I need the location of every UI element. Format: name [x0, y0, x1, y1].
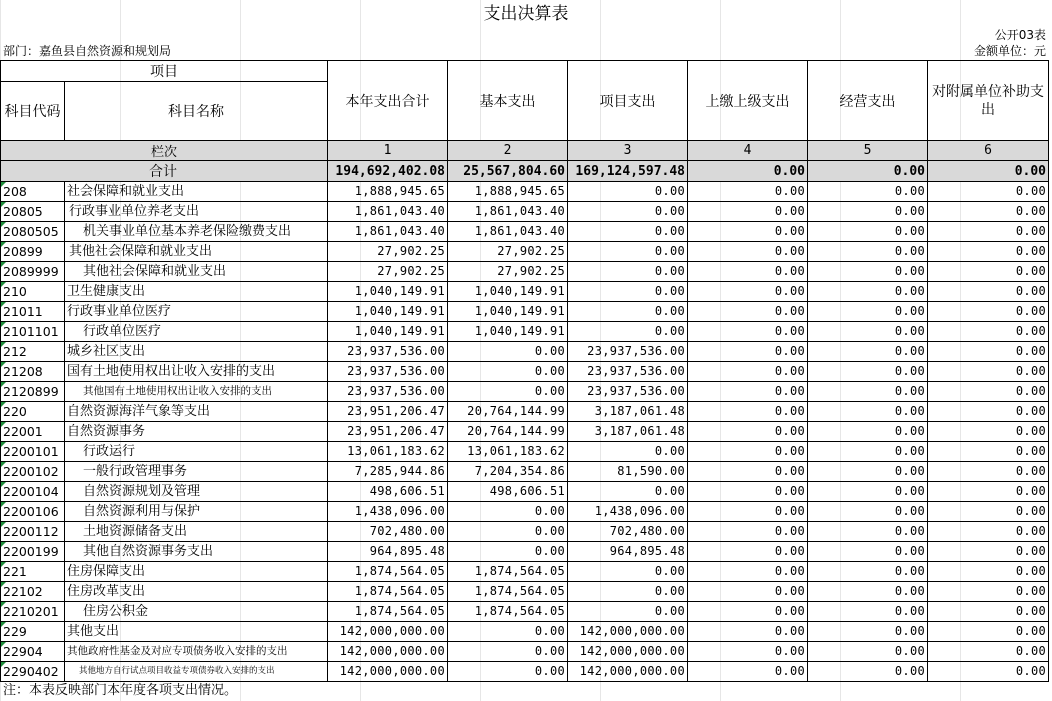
amount-cell[interactable]: 0.00 — [928, 202, 1049, 222]
amount-cell[interactable]: 0.00 — [928, 182, 1049, 202]
subject-name-cell[interactable]: 行政单位医疗 — [65, 322, 328, 342]
amount-cell[interactable]: 23,937,536.00 — [568, 382, 688, 402]
amount-cell[interactable]: 0.00 — [928, 282, 1049, 302]
amount-cell[interactable]: 142,000,000.00 — [568, 662, 688, 682]
subject-name-cell[interactable]: 土地资源储备支出 — [65, 522, 328, 542]
subject-name-cell[interactable]: 自然资源规划及管理 — [65, 482, 328, 502]
amount-cell[interactable]: 0.00 — [928, 642, 1049, 662]
amount-cell[interactable]: 0.00 — [808, 222, 928, 242]
amount-cell[interactable]: 0.00 — [808, 342, 928, 362]
header-business-expenditure: 经营支出 — [808, 61, 928, 141]
header-project-expenditure: 项目支出 — [568, 61, 688, 141]
amount-cell[interactable]: 0.00 — [568, 442, 688, 462]
header-basic-expenditure: 基本支出 — [448, 61, 568, 141]
subject-code-cell[interactable]: 208 — [1, 182, 65, 202]
amount-cell[interactable]: 0.00 — [808, 302, 928, 322]
subject-name-cell[interactable]: 行政事业单位医疗 — [65, 302, 328, 322]
subject-code-cell[interactable]: 22102 — [1, 582, 65, 602]
amount-cell[interactable]: 0.00 — [808, 382, 928, 402]
amount-cell[interactable]: 0.00 — [688, 662, 808, 682]
amount-cell[interactable]: 1,874,564.05 — [448, 582, 568, 602]
subject-name-cell[interactable]: 其他社会保障和就业支出 — [65, 242, 328, 262]
amount-cell[interactable]: 964,895.48 — [568, 542, 688, 562]
amount-cell[interactable]: 0.00 — [688, 422, 808, 442]
amount-cell[interactable]: 23,951,206.47 — [328, 422, 448, 442]
subject-name-cell[interactable]: 自然资源海洋气象等支出 — [65, 402, 328, 422]
amount-cell[interactable]: 0.00 — [688, 562, 808, 582]
subject-name-cell[interactable]: 卫生健康支出 — [65, 282, 328, 302]
total-value: 194,692,402.08 — [328, 161, 448, 182]
amount-cell[interactable]: 0.00 — [688, 242, 808, 262]
amount-cell[interactable]: 0.00 — [568, 562, 688, 582]
amount-cell[interactable]: 0.00 — [688, 382, 808, 402]
total-value: 0.00 — [928, 161, 1049, 182]
amount-cell[interactable]: 0.00 — [808, 502, 928, 522]
table-row — [1, 602, 1049, 622]
amount-cell[interactable]: 23,951,206.47 — [328, 402, 448, 422]
amount-cell[interactable]: 0.00 — [568, 322, 688, 342]
amount-cell[interactable]: 0.00 — [808, 522, 928, 542]
table-row — [1, 482, 1049, 502]
subject-name-cell[interactable]: 自然资源利用与保护 — [65, 502, 328, 522]
amount-cell[interactable]: 0.00 — [928, 502, 1049, 522]
amount-cell[interactable]: 0.00 — [808, 402, 928, 422]
amount-cell[interactable]: 1,874,564.05 — [448, 602, 568, 622]
amount-cell[interactable]: 0.00 — [688, 282, 808, 302]
amount-cell[interactable]: 0.00 — [688, 222, 808, 242]
amount-cell[interactable]: 27,902.25 — [448, 262, 568, 282]
amount-cell[interactable]: 0.00 — [448, 522, 568, 542]
amount-cell[interactable]: 0.00 — [928, 662, 1049, 682]
amount-cell[interactable]: 0.00 — [928, 482, 1049, 502]
subject-code-cell[interactable]: 2200102 — [1, 462, 65, 482]
subject-code-cell[interactable]: 210 — [1, 282, 65, 302]
total-value: 25,567,804.60 — [448, 161, 568, 182]
amount-cell[interactable]: 0.00 — [808, 662, 928, 682]
header-total-expenditure: 本年支出合计 — [328, 61, 448, 141]
subject-code-cell[interactable]: 2200101 — [1, 442, 65, 462]
subject-name-cell[interactable]: 其他政府性基金及对应专项债务收入安排的支出 — [65, 642, 328, 662]
subject-code-cell[interactable]: 2089999 — [1, 262, 65, 282]
table-row — [1, 502, 1049, 522]
amount-cell[interactable]: 1,040,149.91 — [328, 322, 448, 342]
form-id-label: 公开03表 — [994, 28, 1046, 42]
amount-cell[interactable]: 0.00 — [688, 262, 808, 282]
amount-cell[interactable]: 0.00 — [928, 442, 1049, 462]
amount-cell[interactable]: 0.00 — [808, 182, 928, 202]
amount-cell[interactable]: 1,888,945.65 — [328, 182, 448, 202]
table-row — [1, 382, 1049, 402]
amount-cell[interactable]: 0.00 — [808, 242, 928, 262]
amount-cell[interactable]: 7,285,944.86 — [328, 462, 448, 482]
amount-cell[interactable]: 0.00 — [928, 302, 1049, 322]
amount-cell[interactable]: 0.00 — [808, 642, 928, 662]
amount-cell[interactable]: 0.00 — [688, 202, 808, 222]
column-number: 4 — [688, 141, 808, 161]
subject-name-cell[interactable]: 行政事业单位养老支出 — [65, 202, 328, 222]
header-remit-superior: 上缴上级支出 — [688, 61, 808, 141]
amount-cell[interactable]: 0.00 — [448, 662, 568, 682]
amount-cell[interactable]: 1,040,149.91 — [328, 282, 448, 302]
amount-cell[interactable]: 1,040,149.91 — [328, 302, 448, 322]
amount-cell[interactable]: 0.00 — [448, 382, 568, 402]
table-row — [1, 202, 1049, 222]
subject-name-cell[interactable]: 住房保障支出 — [65, 562, 328, 582]
amount-cell[interactable]: 0.00 — [808, 602, 928, 622]
table-row — [1, 262, 1049, 282]
column-number-row — [1, 141, 1049, 161]
subject-code-cell[interactable]: 2120899 — [1, 382, 65, 402]
subject-code-cell[interactable]: 20899 — [1, 242, 65, 262]
amount-cell[interactable]: 27,902.25 — [328, 262, 448, 282]
amount-cell[interactable]: 0.00 — [688, 462, 808, 482]
table-row — [1, 402, 1049, 422]
subject-name-cell[interactable]: 其他支出 — [65, 622, 328, 642]
amount-cell[interactable]: 0.00 — [448, 502, 568, 522]
amount-cell[interactable]: 0.00 — [568, 282, 688, 302]
amount-cell[interactable]: 20,764,144.99 — [448, 402, 568, 422]
amount-cell[interactable]: 0.00 — [688, 182, 808, 202]
amount-cell[interactable]: 1,861,043.40 — [448, 222, 568, 242]
subject-name-cell[interactable]: 自然资源事务 — [65, 422, 328, 442]
table-row — [1, 642, 1049, 662]
amount-cell[interactable]: 13,061,183.62 — [328, 442, 448, 462]
amount-cell[interactable]: 0.00 — [568, 302, 688, 322]
amount-cell[interactable]: 3,187,061.48 — [568, 402, 688, 422]
amount-cell[interactable]: 27,902.25 — [328, 242, 448, 262]
amount-cell[interactable]: 142,000,000.00 — [328, 662, 448, 682]
total-value: 169,124,597.48 — [568, 161, 688, 182]
table-row — [1, 582, 1049, 602]
total-label: 合计 — [1, 161, 328, 182]
subject-code-cell[interactable]: 21208 — [1, 362, 65, 382]
amount-cell[interactable]: 0.00 — [928, 522, 1049, 542]
amount-cell[interactable]: 1,874,564.05 — [328, 602, 448, 622]
subject-code-cell[interactable]: 220 — [1, 402, 65, 422]
amount-cell[interactable]: 0.00 — [688, 482, 808, 502]
amount-cell[interactable]: 0.00 — [688, 502, 808, 522]
amount-cell[interactable]: 0.00 — [688, 302, 808, 322]
amount-cell[interactable]: 1,888,945.65 — [448, 182, 568, 202]
subject-name-cell[interactable]: 住房公积金 — [65, 602, 328, 622]
footnote: 注：本表反映部门本年度各项支出情况。 — [3, 683, 238, 698]
amount-cell[interactable]: 0.00 — [568, 482, 688, 502]
subject-code-cell[interactable]: 22904 — [1, 642, 65, 662]
subject-name-cell[interactable]: 住房改革支出 — [65, 582, 328, 602]
amount-cell[interactable]: 0.00 — [808, 362, 928, 382]
subject-code-cell[interactable]: 22001 — [1, 422, 65, 442]
amount-cell[interactable]: 702,480.00 — [568, 522, 688, 542]
amount-cell[interactable]: 0.00 — [928, 322, 1049, 342]
amount-cell[interactable]: 0.00 — [568, 182, 688, 202]
subject-code-cell[interactable]: 2210201 — [1, 602, 65, 622]
amount-cell[interactable]: 13,061,183.62 — [448, 442, 568, 462]
table-row — [1, 222, 1049, 242]
total-value: 0.00 — [688, 161, 808, 182]
amount-cell[interactable]: 0.00 — [808, 582, 928, 602]
amount-cell[interactable]: 0.00 — [808, 562, 928, 582]
column-number: 2 — [448, 141, 568, 161]
subject-code-cell[interactable]: 21011 — [1, 302, 65, 322]
subject-code-cell[interactable]: 2200112 — [1, 522, 65, 542]
amount-cell[interactable]: 0.00 — [568, 242, 688, 262]
page-title: 支出决算表 — [483, 4, 569, 24]
subject-code-cell[interactable]: 2200104 — [1, 482, 65, 502]
table-row — [1, 302, 1049, 322]
amount-cell[interactable]: 7,204,354.86 — [448, 462, 568, 482]
table-row — [1, 542, 1049, 562]
amount-cell[interactable]: 0.00 — [568, 262, 688, 282]
table-row — [1, 562, 1049, 582]
amount-cell[interactable]: 0.00 — [688, 602, 808, 622]
amount-cell[interactable]: 1,040,149.91 — [448, 302, 568, 322]
amount-cell[interactable]: 0.00 — [688, 582, 808, 602]
amount-cell[interactable]: 0.00 — [568, 202, 688, 222]
amount-cell[interactable]: 142,000,000.00 — [568, 622, 688, 642]
amount-cell[interactable]: 1,874,564.05 — [448, 562, 568, 582]
subject-name-cell[interactable]: 社会保障和就业支出 — [65, 182, 328, 202]
amount-cell[interactable]: 0.00 — [688, 322, 808, 342]
amount-cell[interactable]: 1,040,149.91 — [448, 282, 568, 302]
amount-cell[interactable]: 0.00 — [808, 622, 928, 642]
amount-cell[interactable]: 0.00 — [808, 422, 928, 442]
subject-code-cell[interactable]: 2200106 — [1, 502, 65, 522]
amount-cell[interactable]: 0.00 — [928, 402, 1049, 422]
amount-cell[interactable]: 0.00 — [928, 542, 1049, 562]
amount-cell[interactable]: 1,438,096.00 — [328, 502, 448, 522]
amount-cell[interactable]: 142,000,000.00 — [328, 622, 448, 642]
column-number: 6 — [928, 141, 1049, 161]
subject-name-cell[interactable]: 其他社会保障和就业支出 — [65, 262, 328, 282]
amount-cell[interactable]: 0.00 — [928, 382, 1049, 402]
row-number-label: 栏次 — [1, 141, 328, 161]
amount-cell[interactable]: 0.00 — [928, 342, 1049, 362]
table-row — [1, 442, 1049, 462]
amount-cell[interactable]: 0.00 — [688, 522, 808, 542]
table-row — [1, 282, 1049, 302]
amount-cell[interactable]: 3,187,061.48 — [568, 422, 688, 442]
amount-cell[interactable]: 0.00 — [688, 622, 808, 642]
amount-cell[interactable]: 1,040,149.91 — [448, 322, 568, 342]
column-number: 5 — [808, 141, 928, 161]
amount-cell[interactable]: 0.00 — [808, 542, 928, 562]
amount-cell[interactable]: 23,937,536.00 — [328, 382, 448, 402]
amount-cell[interactable]: 142,000,000.00 — [328, 642, 448, 662]
table-row — [1, 362, 1049, 382]
table-row — [1, 622, 1049, 642]
amount-cell[interactable]: 142,000,000.00 — [568, 642, 688, 662]
subject-code-cell[interactable]: 212 — [1, 342, 65, 362]
subject-code-cell[interactable]: 229 — [1, 622, 65, 642]
column-number: 1 — [328, 141, 448, 161]
amount-cell[interactable]: 498,606.51 — [328, 482, 448, 502]
total-value: 0.00 — [808, 161, 928, 182]
amount-cell[interactable]: 0.00 — [568, 222, 688, 242]
column-number: 3 — [568, 141, 688, 161]
subject-name-cell[interactable]: 其他国有土地使用权出让收入安排的支出 — [65, 382, 328, 402]
amount-cell[interactable]: 0.00 — [928, 222, 1049, 242]
amount-cell[interactable]: 1,438,096.00 — [568, 502, 688, 522]
amount-cell[interactable]: 23,937,536.00 — [328, 362, 448, 382]
amount-cell[interactable]: 0.00 — [808, 262, 928, 282]
amount-cell[interactable]: 1,874,564.05 — [328, 562, 448, 582]
amount-cell[interactable]: 1,861,043.40 — [328, 202, 448, 222]
table-row — [1, 242, 1049, 262]
table-row — [1, 322, 1049, 342]
amount-cell[interactable]: 0.00 — [808, 202, 928, 222]
amount-cell[interactable]: 20,764,144.99 — [448, 422, 568, 442]
amount-cell[interactable]: 0.00 — [688, 362, 808, 382]
table-row — [1, 422, 1049, 442]
subject-name-cell[interactable]: 国有土地使用权出让收入安排的支出 — [65, 362, 328, 382]
amount-cell[interactable]: 0.00 — [928, 242, 1049, 262]
amount-cell[interactable]: 0.00 — [808, 462, 928, 482]
amount-cell[interactable]: 498,606.51 — [448, 482, 568, 502]
subject-code-cell[interactable]: 2080505 — [1, 222, 65, 242]
amount-cell[interactable]: 0.00 — [688, 402, 808, 422]
subject-code-cell[interactable]: 2101101 — [1, 322, 65, 342]
amount-cell[interactable]: 0.00 — [448, 362, 568, 382]
subject-name-cell[interactable]: 其他自然资源事务支出 — [65, 542, 328, 562]
table-row — [1, 662, 1049, 682]
amount-cell[interactable]: 0.00 — [688, 642, 808, 662]
amount-cell[interactable]: 0.00 — [688, 342, 808, 362]
table-row — [1, 342, 1049, 362]
amount-cell[interactable]: 0.00 — [928, 562, 1049, 582]
subject-name-cell[interactable]: 行政运行 — [65, 442, 328, 462]
amount-cell[interactable]: 0.00 — [448, 342, 568, 362]
subject-name-cell[interactable]: 机关事业单位基本养老保险缴费支出 — [65, 222, 328, 242]
amount-cell[interactable]: 0.00 — [568, 602, 688, 622]
amount-cell[interactable]: 0.00 — [808, 282, 928, 302]
subject-name-cell[interactable]: 一般行政管理事务 — [65, 462, 328, 482]
table-row — [1, 522, 1049, 542]
header-subsidy-affiliates: 对附属单位补助支出 — [928, 61, 1049, 141]
amount-cell[interactable]: 0.00 — [928, 362, 1049, 382]
amount-cell[interactable]: 0.00 — [928, 622, 1049, 642]
amount-cell[interactable]: 0.00 — [928, 462, 1049, 482]
subject-name-cell[interactable]: 其他地方自行试点项目收益专项债券收入安排的支出 — [65, 662, 328, 682]
amount-cell[interactable]: 0.00 — [808, 442, 928, 462]
amount-cell[interactable]: 0.00 — [688, 442, 808, 462]
amount-cell[interactable]: 0.00 — [448, 542, 568, 562]
table-row — [1, 462, 1049, 482]
amount-cell[interactable]: 1,861,043.40 — [448, 202, 568, 222]
department-label: 部门：嘉鱼县自然资源和规划局 — [3, 44, 172, 58]
amount-cell[interactable]: 0.00 — [928, 602, 1049, 622]
amount-cell[interactable]: 1,861,043.40 — [328, 222, 448, 242]
header-subject-code: 科目代码 — [1, 82, 65, 141]
amount-cell[interactable]: 23,937,536.00 — [568, 342, 688, 362]
subject-name-cell[interactable]: 城乡社区支出 — [65, 342, 328, 362]
amount-cell[interactable]: 964,895.48 — [328, 542, 448, 562]
table-row — [1, 182, 1049, 202]
amount-cell[interactable]: 0.00 — [808, 482, 928, 502]
amount-cell[interactable]: 27,902.25 — [448, 242, 568, 262]
subject-code-cell[interactable]: 2290402 — [1, 662, 65, 682]
amount-cell[interactable]: 0.00 — [568, 582, 688, 602]
amount-cell[interactable]: 1,874,564.05 — [328, 582, 448, 602]
amount-cell[interactable]: 702,480.00 — [328, 522, 448, 542]
amount-cell[interactable]: 0.00 — [928, 422, 1049, 442]
amount-cell[interactable]: 0.00 — [928, 582, 1049, 602]
currency-unit-label: 金额单位：元 — [973, 44, 1046, 58]
amount-cell[interactable]: 81,590.00 — [568, 462, 688, 482]
header-subject-name: 科目名称 — [65, 82, 328, 141]
amount-cell[interactable]: 23,937,536.00 — [328, 342, 448, 362]
amount-cell[interactable]: 0.00 — [928, 262, 1049, 282]
amount-cell[interactable]: 23,937,536.00 — [568, 362, 688, 382]
amount-cell[interactable]: 0.00 — [448, 622, 568, 642]
subject-code-cell[interactable]: 2200199 — [1, 542, 65, 562]
header-item: 项目 — [1, 61, 328, 82]
amount-cell[interactable]: 0.00 — [448, 642, 568, 662]
subject-code-cell[interactable]: 221 — [1, 562, 65, 582]
subject-code-cell[interactable]: 20805 — [1, 202, 65, 222]
amount-cell[interactable]: 0.00 — [808, 322, 928, 342]
amount-cell[interactable]: 0.00 — [688, 542, 808, 562]
total-row — [1, 161, 1049, 182]
expenditure-table — [0, 60, 1049, 682]
